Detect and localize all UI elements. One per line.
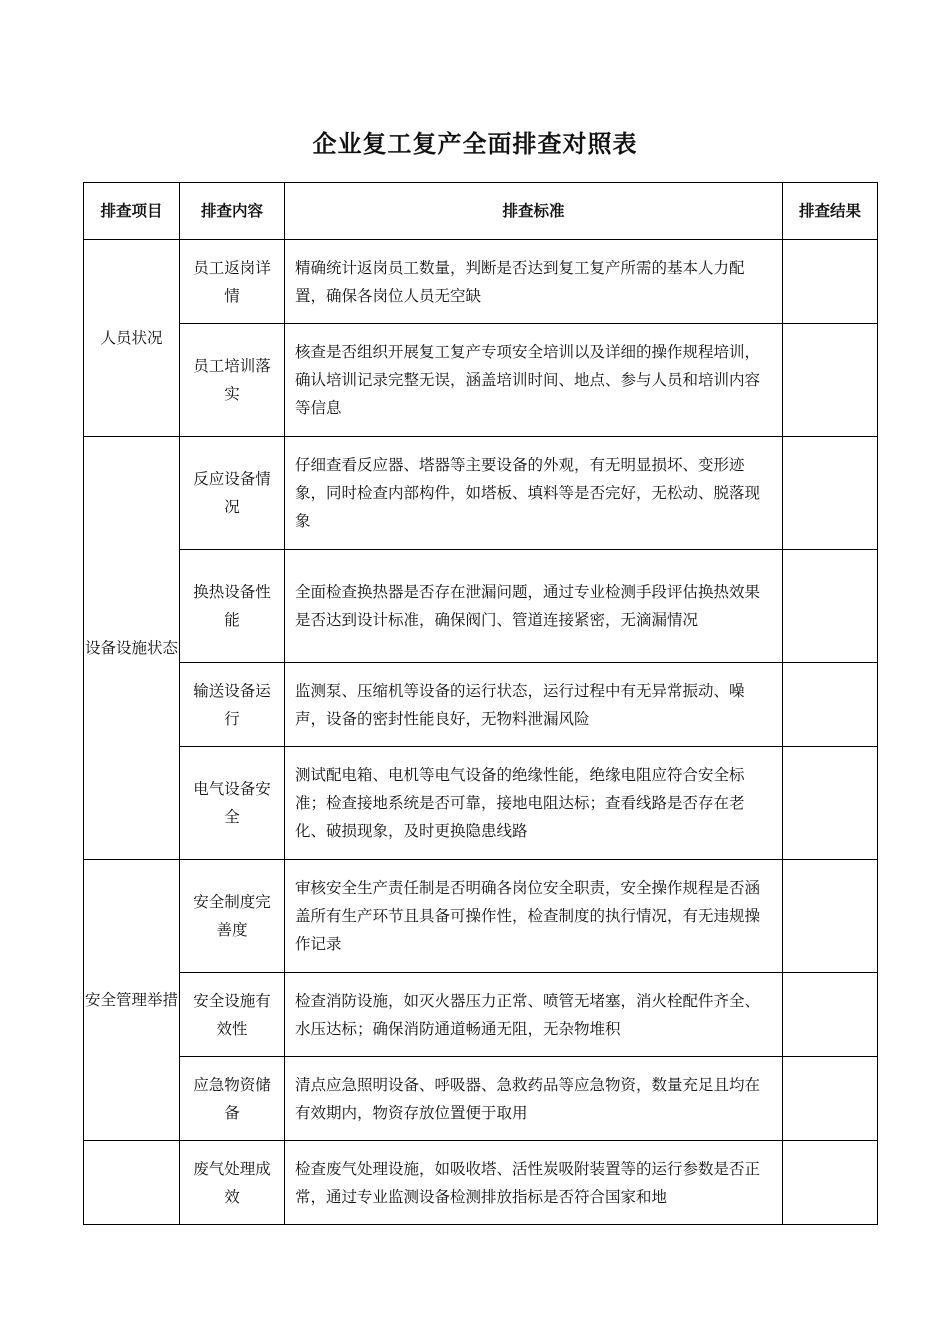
page-title: 企业复工复产全面排查对照表	[312, 129, 638, 158]
row-result[interactable]	[783, 437, 878, 550]
row-content: 应急物资储备	[180, 1057, 285, 1141]
row-standard: 测试配电箱、电机等电气设备的绝缘性能，绝缘电阻应符合安全标准；检查接地系统是否可靠，接地电阻达标；查看线路是否存在老化、破损现象，及时更换隐患线路	[285, 747, 783, 860]
table-row	[84, 663, 878, 747]
row-standard: 仔细查看反应器、塔器等主要设备的外观，有无明显损坏、变形迹象，同时检查内部构件，如塔板、填料等是否完好，无松动、脱落现象	[285, 437, 783, 550]
header-item: 排查项目	[84, 183, 180, 240]
group-label	[84, 1141, 180, 1225]
table-row	[84, 747, 878, 860]
row-content: 电气设备安全	[180, 747, 285, 860]
header-content: 排查内容	[180, 183, 285, 240]
row-content: 换热设备性能	[180, 550, 285, 663]
row-result[interactable]	[783, 1141, 878, 1225]
row-standard: 精确统计返岗员工数量，判断是否达到复工复产所需的基本人力配置，确保各岗位人员无空缺	[285, 240, 783, 324]
row-content: 反应设备情况	[180, 437, 285, 550]
table-row	[84, 973, 878, 1057]
row-result[interactable]	[783, 1057, 878, 1141]
table-row	[84, 860, 878, 973]
table-row	[84, 550, 878, 663]
table-row	[84, 324, 878, 437]
row-result[interactable]	[783, 973, 878, 1057]
group-label: 人员状况	[84, 240, 180, 437]
row-result[interactable]	[783, 860, 878, 973]
row-standard: 审核安全生产责任制是否明确各岗位安全职责，安全操作规程是否涵盖所有生产环节且具备可操作性，检查制度的执行情况，有无违规操作记录	[285, 860, 783, 973]
row-content: 员工返岗详情	[180, 240, 285, 324]
row-result[interactable]	[783, 324, 878, 437]
row-content: 安全设施有效性	[180, 973, 285, 1057]
row-result[interactable]	[783, 663, 878, 747]
row-content: 安全制度完善度	[180, 860, 285, 973]
table-row	[84, 1141, 878, 1225]
table-header-row	[84, 183, 878, 240]
row-result[interactable]	[783, 240, 878, 324]
row-content: 员工培训落实	[180, 324, 285, 437]
row-content: 输送设备运行	[180, 663, 285, 747]
row-result[interactable]	[783, 747, 878, 860]
header-standard: 排查标准	[285, 183, 783, 240]
row-standard: 监测泵、压缩机等设备的运行状态，运行过程中有无异常振动、噪声，设备的密封性能良好，无物料泄漏风险	[285, 663, 783, 747]
row-standard: 清点应急照明设备、呼吸器、急救药品等应急物资，数量充足且均在有效期内，物资存放位置便于取用	[285, 1057, 783, 1141]
row-standard: 全面检查换热器是否存在泄漏问题，通过专业检测手段评估换热效果是否达到设计标准，确保阀门、管道连接紧密，无滴漏情况	[285, 550, 783, 663]
row-standard: 检查废气处理设施，如吸收塔、活性炭吸附装置等的运行参数是否正常，通过专业监测设备检测排放指标是否符合国家和地	[285, 1141, 783, 1225]
row-standard: 核查是否组织开展复工复产专项安全培训以及详细的操作规程培训，确认培训记录完整无误，涵盖培训时间、地点、参与人员和培训内容等信息	[285, 324, 783, 437]
row-result[interactable]	[783, 550, 878, 663]
inspection-table	[83, 182, 878, 1225]
table-row	[84, 1057, 878, 1141]
table-row	[84, 437, 878, 550]
group-label: 安全管理举措	[84, 860, 180, 1141]
group-label: 设备设施状态	[84, 437, 180, 860]
header-result: 排查结果	[783, 183, 878, 240]
row-content: 废气处理成效	[180, 1141, 285, 1225]
table-row	[84, 240, 878, 324]
row-standard: 检查消防设施，如灭火器压力正常、喷管无堵塞，消火栓配件齐全、水压达标；确保消防通道畅通无阻，无杂物堆积	[285, 973, 783, 1057]
